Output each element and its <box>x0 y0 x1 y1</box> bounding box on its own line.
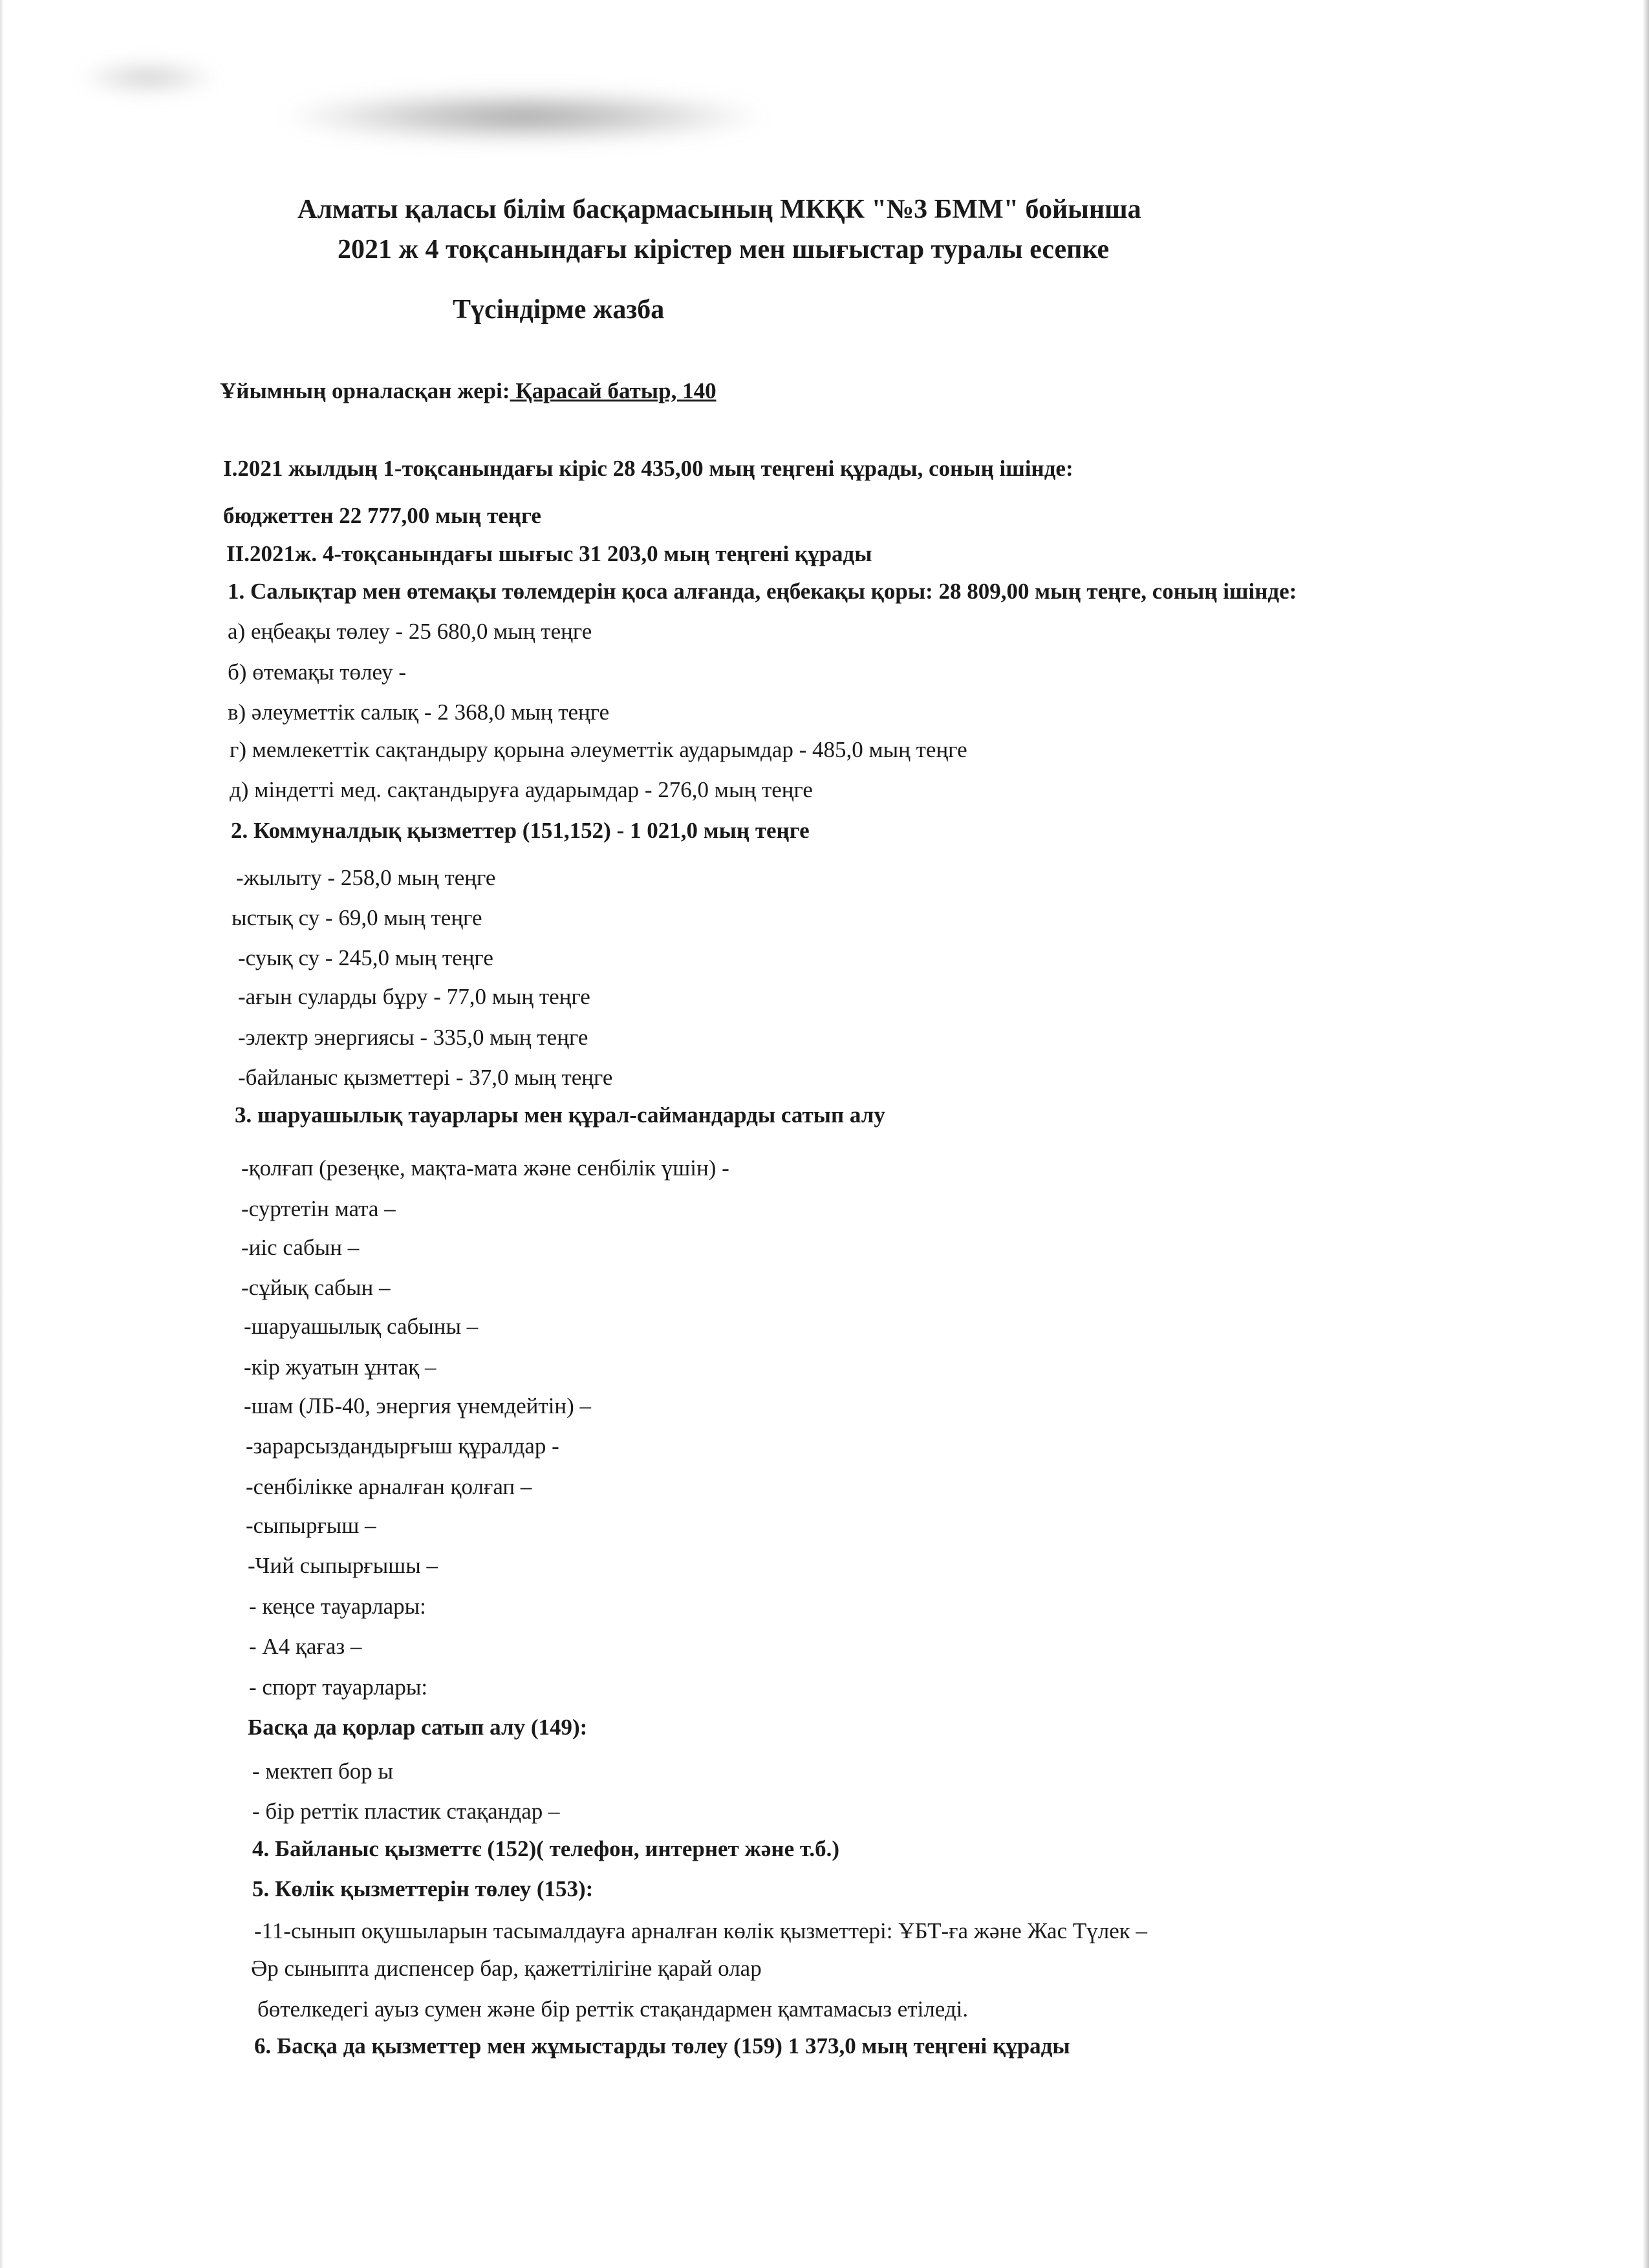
utilities-heating: -жылыту - 258,0 мың теңге <box>236 865 496 890</box>
document-subtitle: Түсіндірме жазба <box>453 295 665 325</box>
utilities-hot-water: ыстық су - 69,0 мың теңге <box>232 905 482 930</box>
other-stocks-item: - бір реттік пластик стақандар – <box>252 1799 560 1824</box>
payroll-item-c: в) әлеуметтік салық - 2 368,0 мың теңге <box>228 700 610 725</box>
supply-item: -сенбілікке арналған қолғап – <box>246 1474 532 1499</box>
transport-services-heading: 5. Көлік қызметтерін төлеу (153): <box>252 1876 594 1901</box>
utilities-sewage: -ағын суларды бұру - 77,0 мың теңге <box>238 984 590 1009</box>
supply-item: -шаруашылық сабыны – <box>244 1314 479 1339</box>
supply-item: - кеңсе тауарлары: <box>249 1594 426 1619</box>
supply-item: -шам (ЛБ-40, энергия үнемдейтін) – <box>244 1393 592 1418</box>
payroll-fund-line: 1. Салықтар мен өтемақы төлемдерін қоса алғанда, еңбекақы қоры: 28 809,00 мың теңге, соның ішінде: <box>228 579 1297 604</box>
document-title-line-1: Алматы қаласы білім басқармасының МКҚК "№3 БММ" бойынша <box>297 195 1141 224</box>
supply-item: -қолғап (резеңке, мақта-мата және сенбілік үшін) - <box>241 1155 729 1181</box>
transport-services-item: -11-сынып оқушыларын тасымалдауға арналған көлік қызметтері: ҰБТ-ға және Жас Түлек – <box>254 1918 1147 1943</box>
payroll-item-d: г) мемлекеттік сақтандыру қорына әлеуметтік аударымдар - 485,0 мың теңге <box>230 737 967 762</box>
supply-item: - А4 қағаз – <box>249 1634 362 1659</box>
payroll-item-e: д) міндетті мед. сақтандыруға аударымдар - 276,0 мың теңге <box>230 777 813 802</box>
scan-smudge <box>78 58 220 97</box>
other-stocks-item: - мектеп бор ы <box>252 1759 394 1784</box>
supply-item: - спорт тауарлары: <box>249 1674 428 1700</box>
expense-line: II.2021ж. 4-тоқсанындағы шығыс 31 203,0 мың теңгені құрады <box>226 541 872 566</box>
communication-services-heading: 4. Байланыс қызметтє (152)( телефон, интернет және т.б.) <box>252 1836 840 1861</box>
utilities-electricity: -электр энергиясы - 335,0 мың теңге <box>238 1025 588 1050</box>
supply-item: -кір жуатын ұнтақ – <box>244 1354 436 1380</box>
supply-item: -сыпырғыш – <box>246 1513 376 1538</box>
supplies-heading: 3. шаруашылық тауарлары мен құрал-саймандарды сатып алу <box>235 1102 885 1128</box>
supply-item: -иіс сабын – <box>241 1235 360 1260</box>
budget-income-line: бюджеттен 22 777,00 мың теңге <box>223 503 541 528</box>
other-stocks-heading: Басқа да қорлар сатып алу (149): <box>248 1715 588 1740</box>
location-label: Ұйымның орналасқан жері: <box>220 378 510 403</box>
organization-location <box>220 378 717 404</box>
redaction-smudge <box>285 91 763 142</box>
location-value: Қарасай батыр, 140 <box>510 378 717 403</box>
other-services-line: 6. Басқа да қызметтер мен жұмыстарды төлеу (159) 1 373,0 мың теңгені құрады <box>254 2033 1070 2059</box>
scan-edge-left <box>0 0 4 2268</box>
document-title-line-2: 2021 ж 4 тоқсанындағы кірістер мен шығыстар туралы есепке <box>338 235 1110 264</box>
scan-edge-right <box>1643 0 1649 2268</box>
dispenser-note-line-2: бөтелкедегі ауыз сумен және бір реттік стақандармен қамтамасыз етіледі. <box>257 1996 969 2022</box>
dispenser-note-line-1: Әр сыныпта диспенсер бар, қажеттілігіне қарай олар <box>251 1956 762 1981</box>
income-line: I.2021 жылдың 1-тоқсанындағы кіріс 28 435,00 мың теңгені құрады, соның ішінде: <box>223 456 1073 481</box>
utilities-communication: -байланыс қызметтері - 37,0 мың теңге <box>238 1065 613 1090</box>
utilities-cold-water: -суық су - 245,0 мың теңге <box>238 945 493 970</box>
supply-item: -Чий сыпырғышы – <box>248 1553 438 1578</box>
supply-item: -зарарсыздандырғыш құралдар - <box>246 1433 559 1459</box>
payroll-item-b: б) өтемақы төлеу - <box>228 659 407 685</box>
supply-item: -суртетін мата – <box>241 1196 396 1221</box>
utilities-heading: 2. Коммуналдық қызметтер (151,152) - 1 021,0 мың теңге <box>231 818 810 843</box>
supply-item: -сұйық сабын – <box>241 1275 391 1300</box>
payroll-item-a: а) еңбеақы төлеу - 25 680,0 мың теңге <box>228 619 592 644</box>
